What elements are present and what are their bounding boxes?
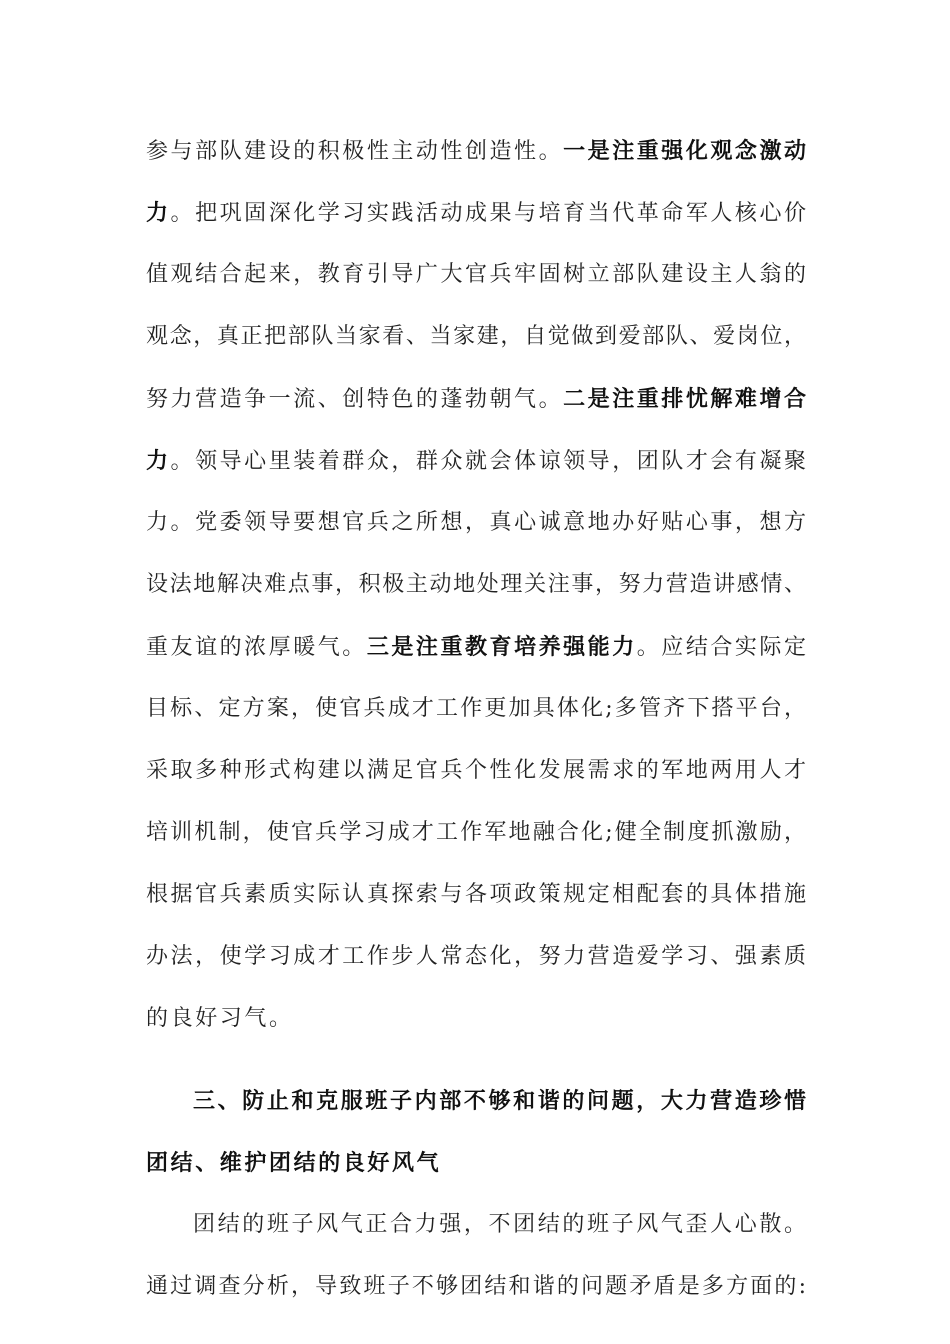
text-run: 根据官兵素质实际认真探索与各项政策规定相配套的具体措施 [146,882,806,907]
text-line [146,196,806,230]
text-line [146,630,806,664]
text-line: 通过调查分析，导致班子不够团结和谐的问题矛盾是多方面的: [146,1274,806,1299]
text-run: 的良好习气。 [146,1006,294,1031]
text-line [146,692,806,726]
text-line [146,940,806,974]
text-run: 。应结合实际定 [636,635,806,660]
text-line [146,444,806,478]
text-run: 目标、定方案，使官兵成才工作更加具体化;多管齐下搭平台， [146,696,806,721]
text-run: 办法，使学习成才工作步人常态化，努力营造爱学习、强素质 [146,944,806,969]
text-run: 努力营造争一流、创特色的蓬勃朝气。 [146,387,564,412]
bold-text-run: 力 [146,200,171,226]
text-line [146,134,806,168]
bold-text-run: 三是注重教育培养强能力 [366,634,637,660]
text-line [146,816,806,850]
text-run: 重友谊的浓厚暖气。 [146,635,367,660]
text-run: 设法地解决难点事，积极主动地处理关注事，努力营造讲感情、 [146,572,806,597]
text-line: 团结的班子风气正合力强，不团结的班子风气歪人心散。 [193,1212,806,1237]
text-line [146,878,806,912]
text-run: 。领导心里装着群众，群众就会体谅领导，团队才会有凝聚 [170,449,806,474]
text-line [146,506,806,540]
bold-text-run: 二是注重排忧解难增合 [563,386,806,412]
text-run: 观念，真正把部队当家看、当家建，自觉做到爱部队、爱岗位， [146,324,806,349]
text-line [146,568,806,602]
text-line [146,382,806,416]
text-run: 值观结合起来，教育引导广大官兵牢固树立部队建设主人翁的 [146,262,806,287]
text-run: 采取多种形式构建以满足官兵个性化发展需求的军地两用人才 [146,758,806,783]
text-line [146,258,806,292]
heading-line-2: 团结、维护团结的良好风气 [146,1150,442,1176]
heading-line-1: 三、防止和克服班子内部不够和谐的问题，大力营造珍惜 [193,1088,806,1114]
text-run: 。把巩固深化学习实践活动成果与培育当代革命军人核心价 [170,201,806,226]
text-line [146,1002,806,1036]
text-line [146,320,806,354]
bold-text-run: 一是注重强化观念激动 [563,138,806,164]
text-line [146,754,806,788]
text-run: 参与部队建设的积极性主动性创造性。 [146,139,564,164]
text-run: 培训机制，使官兵学习成才工作军地融合化;健全制度抓激励， [146,820,806,845]
bold-text-run: 力 [146,448,171,474]
text-run: 力。党委领导要想官兵之所想，真心诚意地办好贴心事，想方 [146,510,806,535]
